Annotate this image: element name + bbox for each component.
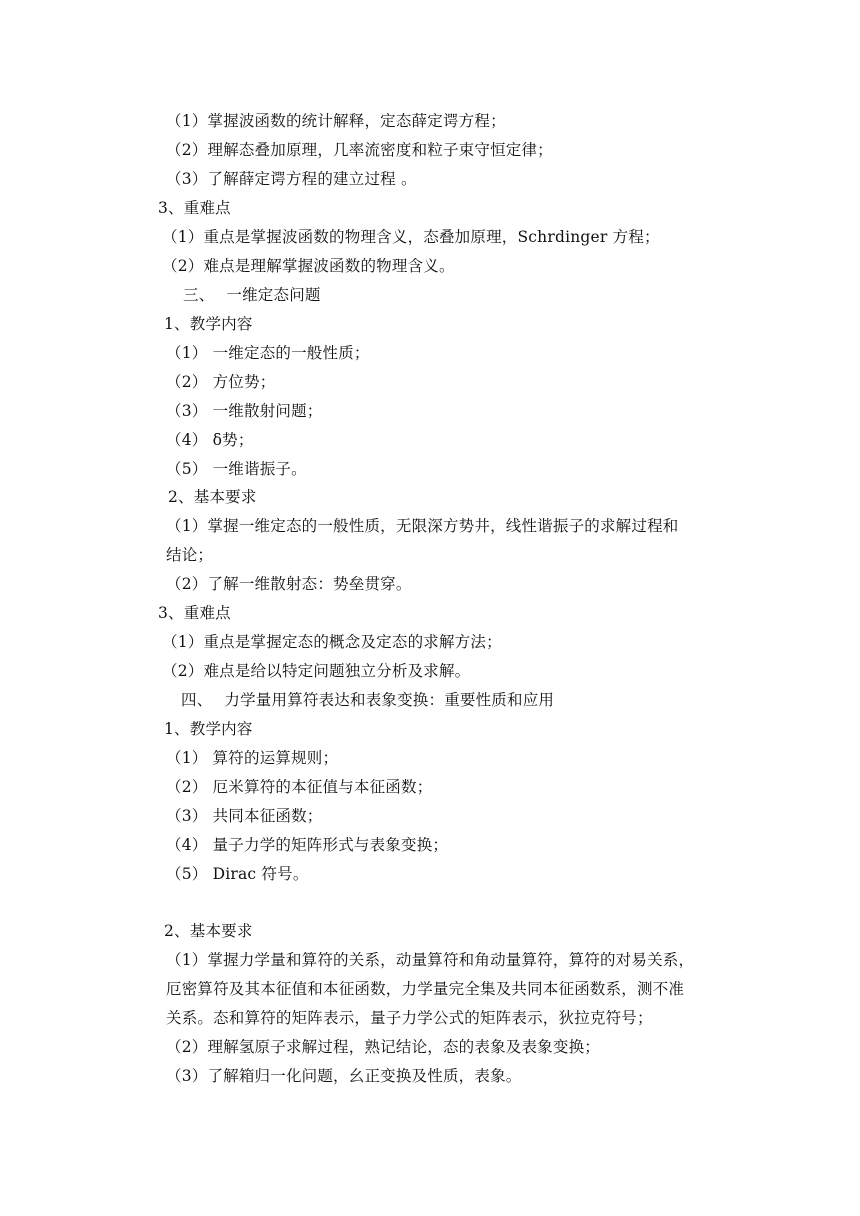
basic-requirements-heading: 2、基本要求 <box>164 922 253 940</box>
difficult-points-heading: 3、重难点 <box>158 199 231 217</box>
requirement-item-1-line-1: （1）掌握力学量和算符的关系，动量算符和角动量算符，算符的对易关系， <box>166 951 695 969</box>
requirement-item-1-line-1: （1）掌握一维定态的一般性质，无限深方势井，线性谐振子的求解过程和 <box>166 517 679 535</box>
content-item: （3） 共同本征函数； <box>166 807 323 825</box>
requirement-item-2: （2）了解一维散射态：势垒贯穿。 <box>166 575 412 593</box>
difficult-point-2: （2）难点是给以特定问题独立分析及求解。 <box>162 662 471 680</box>
requirement-item-2: （2）理解氢原子求解过程，熟记结论，态的表象及表象变换； <box>166 1038 600 1056</box>
difficult-point-1: （1）重点是掌握波函数的物理含义，态叠加原理，Schrdinger 方程； <box>162 228 660 246</box>
section-3-heading <box>183 285 321 305</box>
content-item: （1） 算符的运算规则； <box>166 749 339 767</box>
section-4-title: 力学量用算符表达和表象变换：重要性质和应用 <box>224 691 555 709</box>
difficult-point-2: （2）难点是理解掌握波函数的物理含义。 <box>162 257 455 275</box>
section-3-number: 三、 <box>183 286 215 304</box>
content-item: （2） 厄米算符的本征值与本征函数； <box>166 778 433 796</box>
section-4-number: 四、 <box>181 691 213 709</box>
requirement-item-3: （3）了解薛定谔方程的建立过程 。 <box>166 170 417 188</box>
content-item: （5） Dirac 符号。 <box>166 865 309 883</box>
requirement-item-1-line-3: 关系。态和算符的矩阵表示，量子力学公式的矩阵表示，狄拉克符号； <box>166 1009 653 1027</box>
content-item: （1） 一维定态的一般性质； <box>166 344 370 362</box>
content-item: （5） 一维谐振子。 <box>166 460 307 478</box>
teaching-content-heading: 1、教学内容 <box>164 315 253 333</box>
content-item: （4） 量子力学的矩阵形式与表象变换； <box>166 836 449 854</box>
content-item: （2） 方位势； <box>166 373 276 391</box>
teaching-content-heading: 1、教学内容 <box>164 720 253 738</box>
content-item: （3） 一维散射问题； <box>166 402 323 420</box>
requirement-item-2: （2）理解态叠加原理，几率流密度和粒子束守恒定律； <box>166 141 553 159</box>
requirement-item-1-line-2: 厄密算符及其本征值和本征函数，力学量完全集及共同本征函数系，测不准 <box>166 980 685 998</box>
basic-requirements-heading: 2、基本要求 <box>168 488 257 506</box>
requirement-item-3: （3）了解箱归一化问题，幺正变换及性质，表象。 <box>166 1067 522 1085</box>
section-3-title: 一维定态问题 <box>226 286 321 304</box>
requirement-item-1-line-2: 结论； <box>166 546 214 564</box>
difficult-points-heading: 3、重难点 <box>158 604 231 622</box>
difficult-point-1: （1）重点是掌握定态的概念及定态的求解方法； <box>162 633 502 651</box>
content-item: （4） δ势； <box>166 431 254 449</box>
requirement-item-1: （1）掌握波函数的统计解释，定态薛定谔方程； <box>166 112 506 130</box>
section-4-heading <box>181 690 554 710</box>
